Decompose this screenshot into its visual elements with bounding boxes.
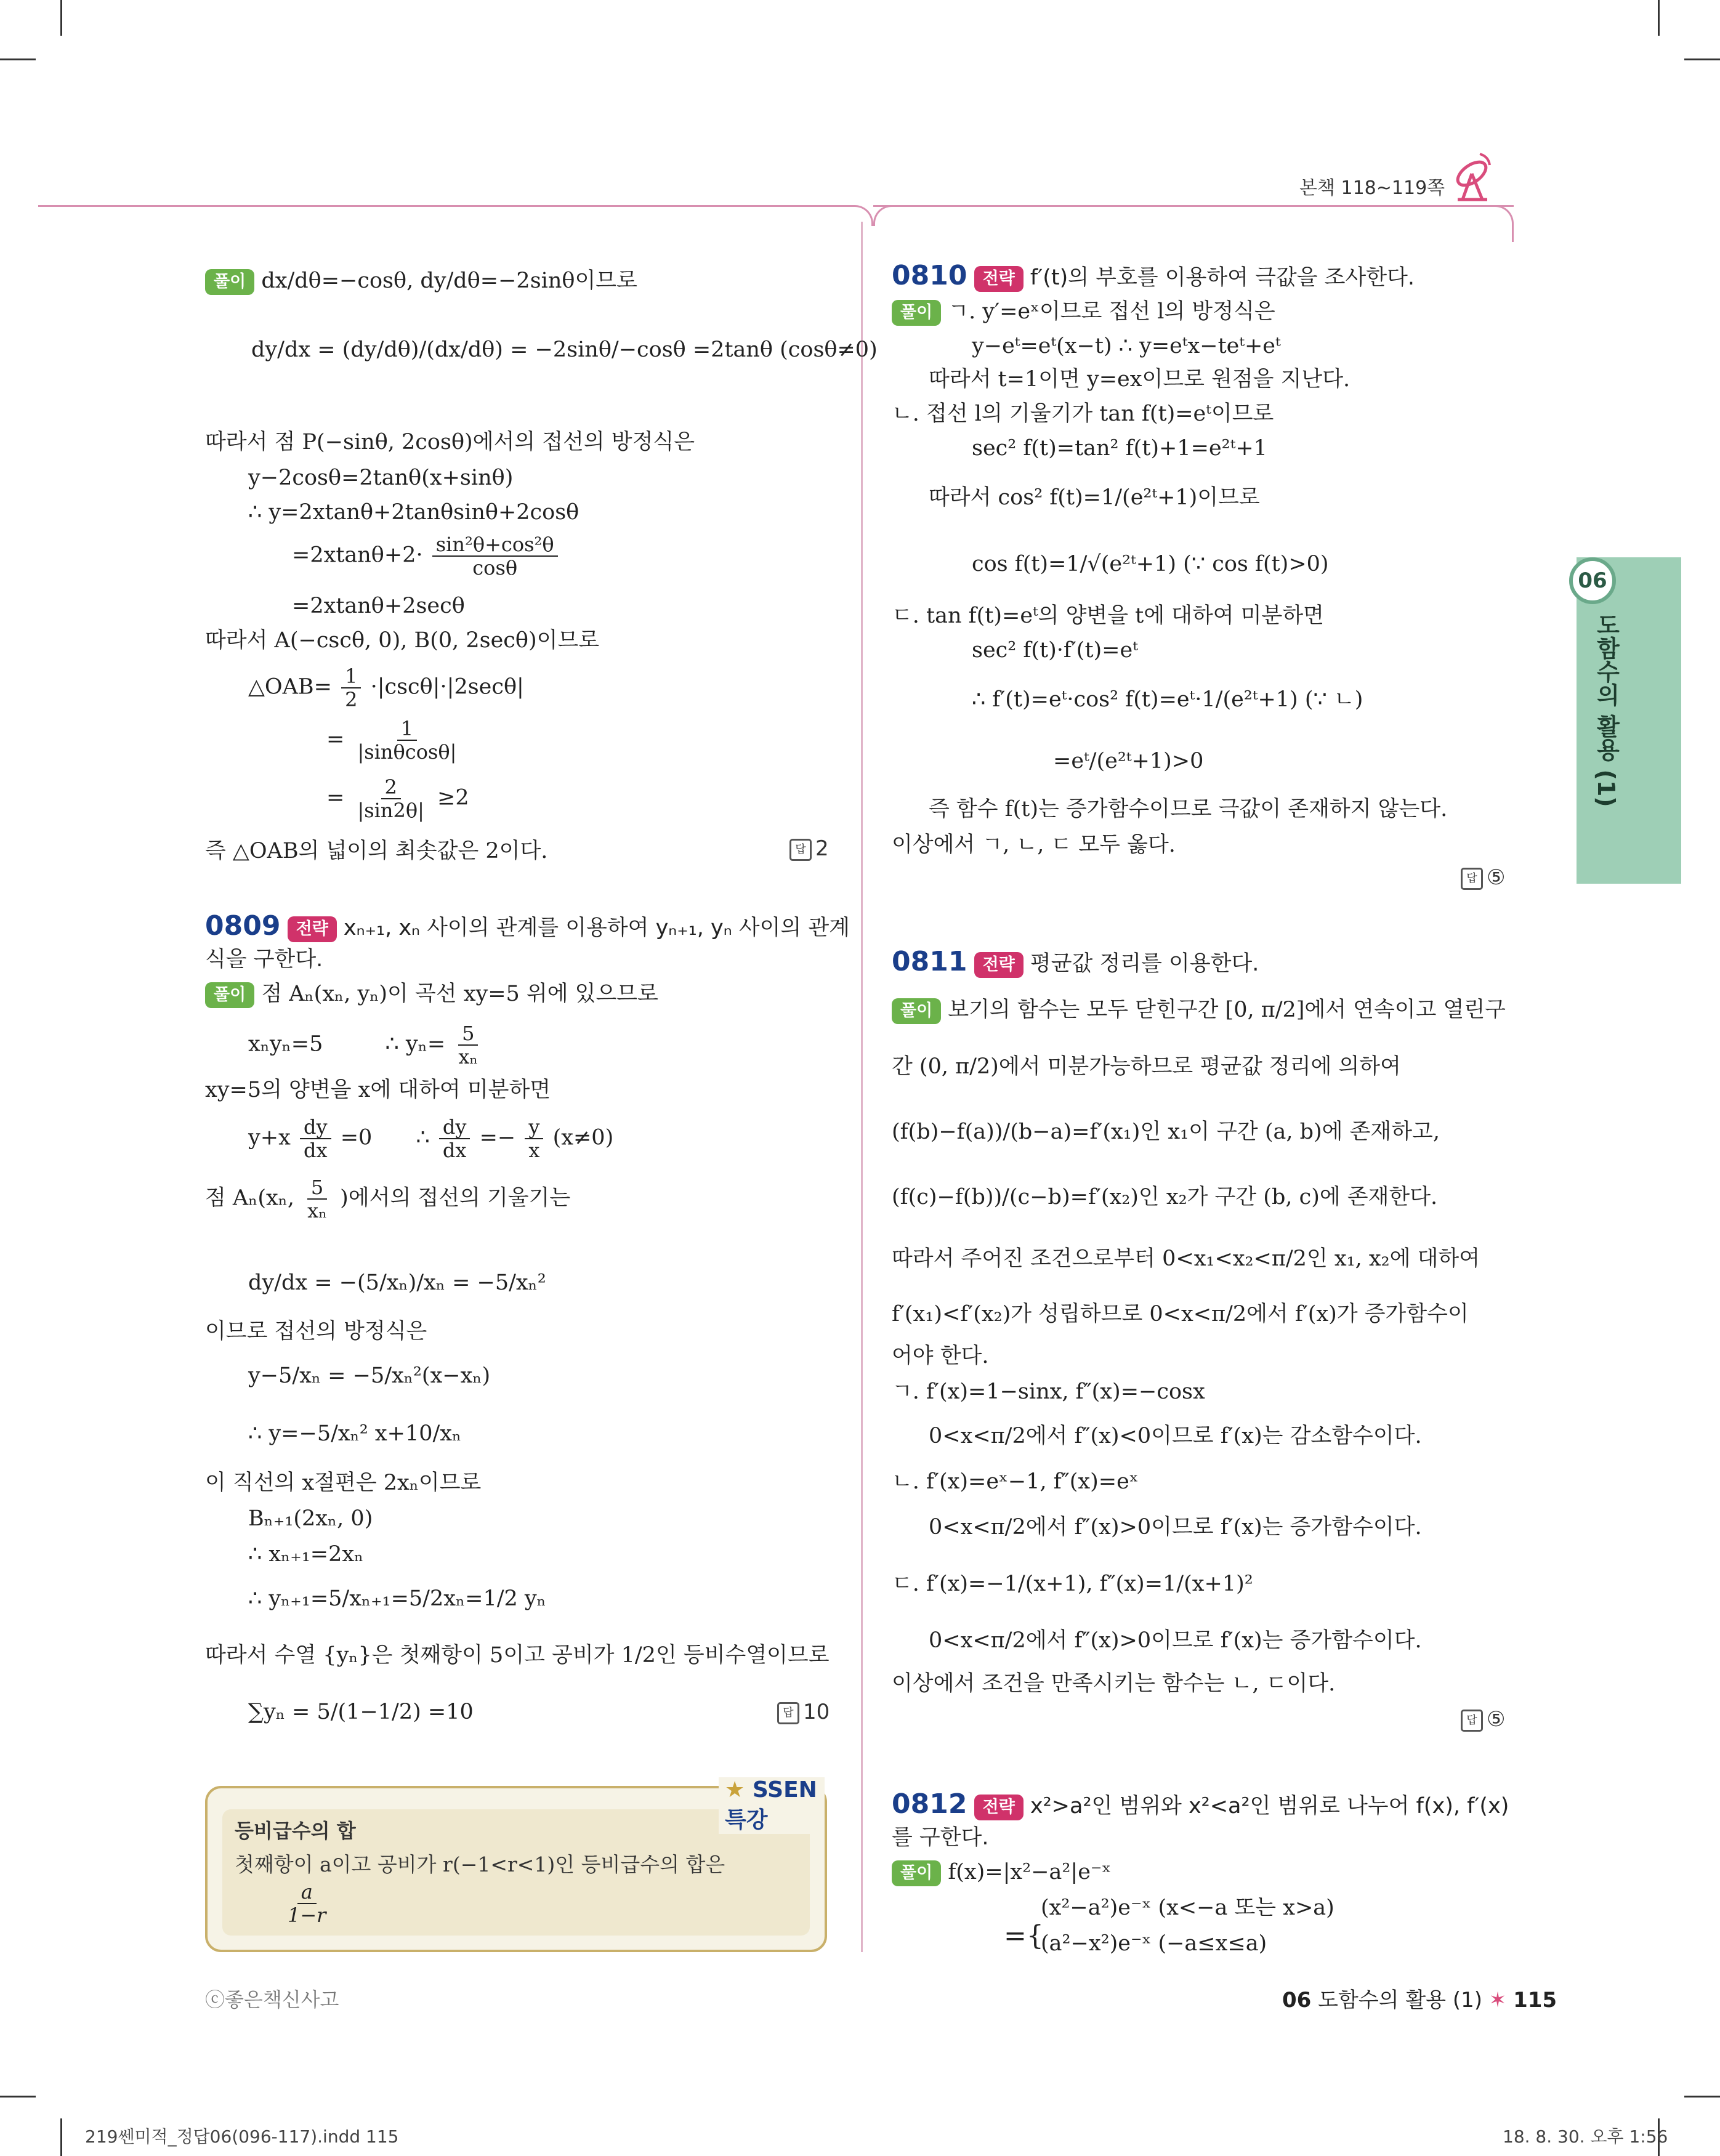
divider-curve xyxy=(852,205,873,226)
solution-line: 이상에서 조건을 만족시키는 함수는 ㄴ, ㄷ이다. xyxy=(892,1671,1336,1696)
solution-line: 풀이 ㄱ. y′=eˣ이므로 접선 l의 방정식은 xyxy=(892,294,1275,329)
header-rule xyxy=(38,205,852,207)
solution-line: dy/dx = −(5/xₙ)/xₙ = −5/xₙ² xyxy=(248,1270,546,1295)
solution-line: xy=5의 양변을 x에 대하여 미분하면 xyxy=(205,1078,551,1102)
solution-line: 따라서 t=1이면 y=ex이므로 원점을 지난다. xyxy=(929,367,1351,392)
strategy-badge: 전략 xyxy=(974,952,1024,978)
answer-mark: 답 ⑤ xyxy=(1461,1707,1505,1732)
crop-mark xyxy=(0,59,36,60)
solution-line: 즉 함수 f(t)는 증가함수이므로 극값이 존재하지 않는다. xyxy=(929,797,1448,822)
brace: ={ xyxy=(1004,1920,1044,1952)
solution-line: 즉 △OAB의 넓이의 최솟값은 2이다. xyxy=(205,839,548,863)
solution-line: ∴ y=−5/xₙ² x+10/xₙ xyxy=(248,1421,462,1446)
solution-line: =eᵗ/(e²ᵗ+1)>0 xyxy=(1053,749,1204,773)
solution-line: sec² f(t)=tan² f(t)+1=e²ᵗ+1 xyxy=(972,436,1267,461)
solution-line: ㄴ. f′(x)=eˣ−1, f″(x)=eˣ xyxy=(892,1469,1139,1494)
solution-line: ㄷ. tan f(t)=eᵗ의 양변을 t에 대하여 미분하면 xyxy=(892,604,1324,628)
chapter-tab-title: 도함수의 활용 (1) xyxy=(1593,613,1620,807)
divider-curve xyxy=(1490,205,1514,242)
crop-mark xyxy=(60,2118,62,2156)
solution-line: (f(b)−f(a))/(b−a)=f′(x₁)인 x₁이 구간 (a, b)에 존재하고, xyxy=(892,1120,1440,1144)
solution-line: 풀이 f(x)=|x²−a²|e⁻ˣ xyxy=(892,1855,1111,1889)
strategy-badge: 전략 xyxy=(288,916,337,942)
solution-line: 풀이 dx/dθ=−cosθ, dy/dθ=−2sinθ이므로 xyxy=(205,264,637,298)
solution-line: ㄷ. f′(x)=−1/(x+1), f″(x)=1/(x+1)² xyxy=(892,1572,1253,1596)
solution-line: 따라서 수열 {yₙ}은 첫째항이 5이고 공비가 1/2인 등비수열이므로 xyxy=(205,1643,830,1668)
solution-line: 점 Aₙ(xₙ, $\frac{5}{\text{xₙ}}$ )에서의 접선의 기울기는 xyxy=(205,1176,571,1222)
solution-line: f′(x₁)<f′(x₂)가 성립하므로 0<x<π/2에서 f′(x)가 증가함수이 xyxy=(892,1302,1469,1326)
strategy-text: 를 구한다. xyxy=(892,1825,989,1850)
answer-mark: 답 2 xyxy=(789,836,829,861)
solution-line: y−eᵗ=eᵗ(x−t) ∴ y=eᵗx−teᵗ+eᵗ xyxy=(972,334,1281,358)
solution-line: 풀이 보기의 함수는 모두 닫힌구간 [0, π/2]에서 연속이고 열린구 xyxy=(892,993,1506,1027)
solution-line: 0<x<π/2에서 f″(x)>0이므로 f′(x)는 증가함수이다. xyxy=(929,1515,1422,1540)
strategy-text: 식을 구한다. xyxy=(205,947,323,972)
problem-header: 0811 전략 평균값 정리를 이용한다. xyxy=(892,946,1259,977)
print-date: 18. 8. 30. 오후 1:56 xyxy=(1503,2126,1668,2147)
solution-line: 0<x<π/2에서 f″(x)<0이므로 f′(x)는 감소함수이다. xyxy=(929,1424,1422,1448)
solution-line: ∴ xₙ₊₁=2xₙ xyxy=(248,1542,364,1567)
page-footer: 06 도함수의 활용 (1) ✶ 115 xyxy=(1282,1988,1557,2013)
solution-line: 이므로 접선의 방정식은 xyxy=(205,1319,427,1344)
problem-header: 0810 전략 f′(t)의 부호를 이용하여 극값을 조사한다. xyxy=(892,260,1415,291)
solution-badge: 풀이 xyxy=(892,1860,941,1886)
solution-line: ∴ yₙ₊₁=5/xₙ₊₁=5/2xₙ=1/2 yₙ xyxy=(248,1586,546,1611)
solution-line: ∑yₙ = 5/(1−1/2) =10 xyxy=(248,1700,474,1724)
answer-mark: 답 10 xyxy=(777,1700,830,1724)
solution-line: Bₙ₊₁(2xₙ, 0) xyxy=(248,1506,373,1531)
column-divider xyxy=(861,222,863,1952)
solution-line: ∴ y=2xtanθ+2tanθsinθ+2cosθ xyxy=(248,500,579,525)
solution-line: 간 (0, π/2)에서 미분가능하므로 평균값 정리에 의하여 xyxy=(892,1054,1401,1079)
solution-line: =2xtanθ+2· $\frac{\text{sin²θ+cos²θ}}{\cos\theta}$ xyxy=(292,533,560,579)
problem-number: 0810 xyxy=(892,260,967,291)
tip-formula: $\frac{a}{1-r}$ xyxy=(288,1880,326,1927)
file-info: 219쎈미적_정답06(096-117).indd 115 xyxy=(85,2126,399,2147)
solution-badge: 풀이 xyxy=(892,300,941,326)
strategy-badge: 전략 xyxy=(974,266,1024,292)
solution-line: y−5/xₙ = −5/xₙ²(x−xₙ) xyxy=(248,1363,491,1388)
strategy-badge: 전략 xyxy=(974,1795,1024,1820)
tip-title: 등비급수의 합 xyxy=(235,1819,356,1843)
crop-mark xyxy=(1684,59,1720,60)
solution-line: ㄱ. f′(x)=1−sinx, f″(x)=−cosx xyxy=(892,1379,1205,1404)
solution-line: △OAB= $\frac{1}{2}$ ·|cscθ|·|2secθ| xyxy=(248,664,524,711)
solution-line: (a²−x²)e⁻ˣ (−a≤x≤a) xyxy=(1041,1931,1267,1956)
answer-mark: 답 ⑤ xyxy=(1461,865,1505,890)
crop-mark xyxy=(0,2096,36,2097)
problem-number: 0812 xyxy=(892,1788,967,1820)
copyright: ⓒ좋은책신사고 xyxy=(205,1988,339,2011)
star-icon: ★ xyxy=(725,1777,745,1803)
header-rule xyxy=(873,205,1514,207)
problem-number: 0811 xyxy=(892,946,967,977)
solution-line: 따라서 cos² f(t)=1/(e²ᵗ+1)이므로 xyxy=(929,485,1260,510)
solution-badge: 풀이 xyxy=(205,982,254,1008)
solution-badge: 풀이 xyxy=(892,998,941,1024)
satellite-icon xyxy=(1444,143,1500,204)
solution-line: 따라서 주어진 조건으로부터 0<x₁<x₂<π/2인 x₁, x₂에 대하여 xyxy=(892,1246,1480,1271)
solution-line: xₙyₙ=5 ∴ yₙ= $\frac{5}{\text{xₙ}}$ xyxy=(248,1022,478,1068)
chapter-tab-number: 06 xyxy=(1569,557,1616,604)
solution-line: sec² f(t)·f′(t)=eᵗ xyxy=(972,638,1138,663)
problem-header: 0809 전략 xₙ₊₁, xₙ 사이의 관계를 이용하여 yₙ₊₁, yₙ 사이의 관계 xyxy=(205,910,850,942)
solution-line: = $\frac{2}{|\sin 2\theta|}$ ≥2 xyxy=(326,775,469,822)
solution-line: ∴ f′(t)=eᵗ·cos² f(t)=eᵗ·1/(e²ᵗ+1) (∵ ㄴ) xyxy=(972,687,1363,712)
solution-line: y+x $\frac{dy}{dx}$ =0 ∴ $\frac{dy}{dx}$ =− $\frac{y}{x}$ (x≠0) xyxy=(248,1115,614,1162)
problem-header: 0812 전략 x²>a²인 범위와 x²<a²인 범위로 나누어 f(x), f′(x) xyxy=(892,1788,1509,1820)
tip-body: 첫째항이 a이고 공비가 r(−1<r<1)인 등비급수의 합은 xyxy=(235,1852,725,1876)
crop-mark xyxy=(1684,2096,1720,2097)
tip-box xyxy=(205,1777,827,1952)
solution-line: (x²−a²)e⁻ˣ (x<−a 또는 x>a) xyxy=(1041,1896,1334,1920)
solution-badge: 풀이 xyxy=(205,269,254,295)
solution-line: 이 직선의 x절편은 2xₙ이므로 xyxy=(205,1471,482,1495)
solution-line: 어야 한다. xyxy=(892,1344,989,1368)
solution-line: 따라서 A(−cscθ, 0), B(0, 2secθ)이므로 xyxy=(205,628,600,653)
solution-line: 풀이 점 Aₙ(xₙ, yₙ)이 곡선 xy=5 위에 있으므로 xyxy=(205,977,658,1011)
solution-line: (f(c)−f(b))/(c−b)=f′(x₂)인 x₂가 구간 (b, c)에 존재한다. xyxy=(892,1185,1438,1209)
solution-line: =2xtanθ+2secθ xyxy=(292,594,465,618)
problem-number: 0809 xyxy=(205,910,281,942)
solution-line: cos f(t)=1/√(e²ᵗ+1) (∵ cos f(t)>0) xyxy=(972,552,1329,576)
solution-line: dy/dx = (dy/dθ)/(dx/dθ) = −2sinθ/−cosθ =2tanθ (cosθ≠0) xyxy=(251,337,878,362)
star-icon: ✶ xyxy=(1488,1988,1507,2013)
book-reference: 본책 118~119쪽 xyxy=(1299,177,1445,199)
divider-curve xyxy=(873,205,894,226)
solution-line: ㄴ. 접선 l의 기울기가 tan f(t)=eᵗ이므로 xyxy=(892,402,1274,426)
solution-line: y−2cosθ=2tanθ(x+sinθ) xyxy=(248,466,514,490)
crop-mark xyxy=(60,0,62,36)
tip-brand: ★ SSEN 특강 xyxy=(719,1777,825,1834)
solution-line: 따라서 점 P(−sinθ, 2cosθ)에서의 접선의 방정식은 xyxy=(205,430,695,454)
crop-mark xyxy=(1658,0,1660,36)
solution-line: 이상에서 ㄱ, ㄴ, ㄷ 모두 옳다. xyxy=(892,833,1176,857)
solution-line: = $\frac{1}{|\sin\theta\cos\theta|}$ xyxy=(326,717,457,764)
solution-line: 0<x<π/2에서 f″(x)>0이므로 f′(x)는 증가함수이다. xyxy=(929,1628,1422,1653)
